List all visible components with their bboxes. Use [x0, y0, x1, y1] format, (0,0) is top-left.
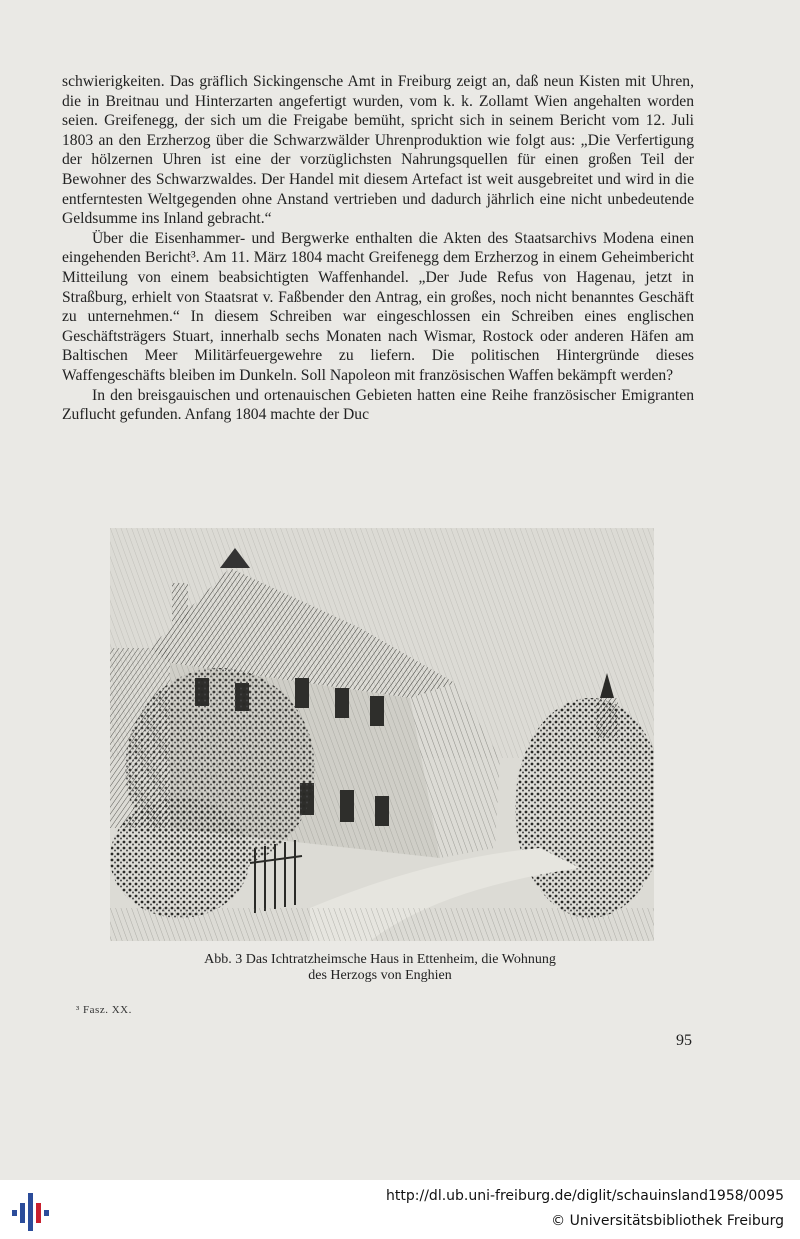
engraving-drawing	[110, 528, 654, 941]
library-logo-icon	[10, 1193, 50, 1231]
caption-line-1: Abb. 3 Das Ichtratzheimsche Haus in Ettenheim, die Wohnung	[204, 952, 556, 967]
paragraph-1: schwierigkeiten. Das gräflich Sickingensche Amt in Freiburg zeigt an, daß neun Kisten mit Uhren, die in Breitnau und Hinterzarten angefertigt wurden, vom k. k. Zollamt Wien angehalten worden seien. Greifenegg, der sich um die Freigabe bemüht, spricht sich in seinem Bericht vom 12. Juli 1803 an den Erzherzog über die Schwarzwälder Uhrenproduktion wie folgt aus: „Die Verfertigung der hölzernen Uhren ist eine der vorzüglichsten Nahrungsquellen für einen großen Teil der Bewohner des Schwarzwaldes. Der Handel mit diesem Artefact ist weit ausgebreitet und wird in die entferntesten Weltgegenden ohne Anstand vertrieben und dadurch jährlich eine nicht unbedeutende Geldsumme ins Inland gebracht.“	[62, 73, 694, 228]
caption-line-2: des Herzogs von Enghien	[308, 968, 452, 983]
copyright-text: © Universitätsbibliothek Freiburg	[551, 1213, 784, 1229]
figure-caption	[120, 952, 640, 984]
body-text	[62, 72, 694, 425]
paragraph-3: In den breisgauischen und ortenauischen Gebieten hatten eine Reihe französischer Emigranten Zuflucht gefunden. Anfang 1804 machte der Duc	[62, 386, 694, 424]
footnote: ³ Fasz. XX.	[76, 1004, 132, 1016]
paragraph-2: Über die Eisenhammer- und Bergwerke enthalten die Akten des Staatsarchivs Modena einen eingehenden Bericht³. Am 11. März 1804 macht Greifenegg dem Erzherzog in einem Geheimbericht Mitteilung von einem beabsichtigten Waffenhandel. „Der Jude Refus von Hagenau, jetzt in Straßburg, erhielt von Staatsrat v. Faßbender den Antrag, ein großes, noch nicht benanntes Geschäft zu unternehmen.“ In diesem Schreiben war eingeschlossen ein Schreiben eines englischen Geschäftsträgers Stuart, innerhalb sechs Monaten nach Wismar, Rostock oder anderen Häfen am Baltischen Meer Militärfeuergewehre zu liefern. Die politischen Hintergründe dieses Waffengeschäfts bleiben im Dunkeln. Soll Napoleon mit französischen Waffen bekämpft werden?	[62, 229, 694, 384]
house-engraving-illustration	[110, 528, 654, 941]
page-number: 95	[676, 1032, 692, 1049]
source-url-link[interactable]: http://dl.ub.uni-freiburg.de/diglit/schauinsland1958/0095	[386, 1188, 784, 1204]
